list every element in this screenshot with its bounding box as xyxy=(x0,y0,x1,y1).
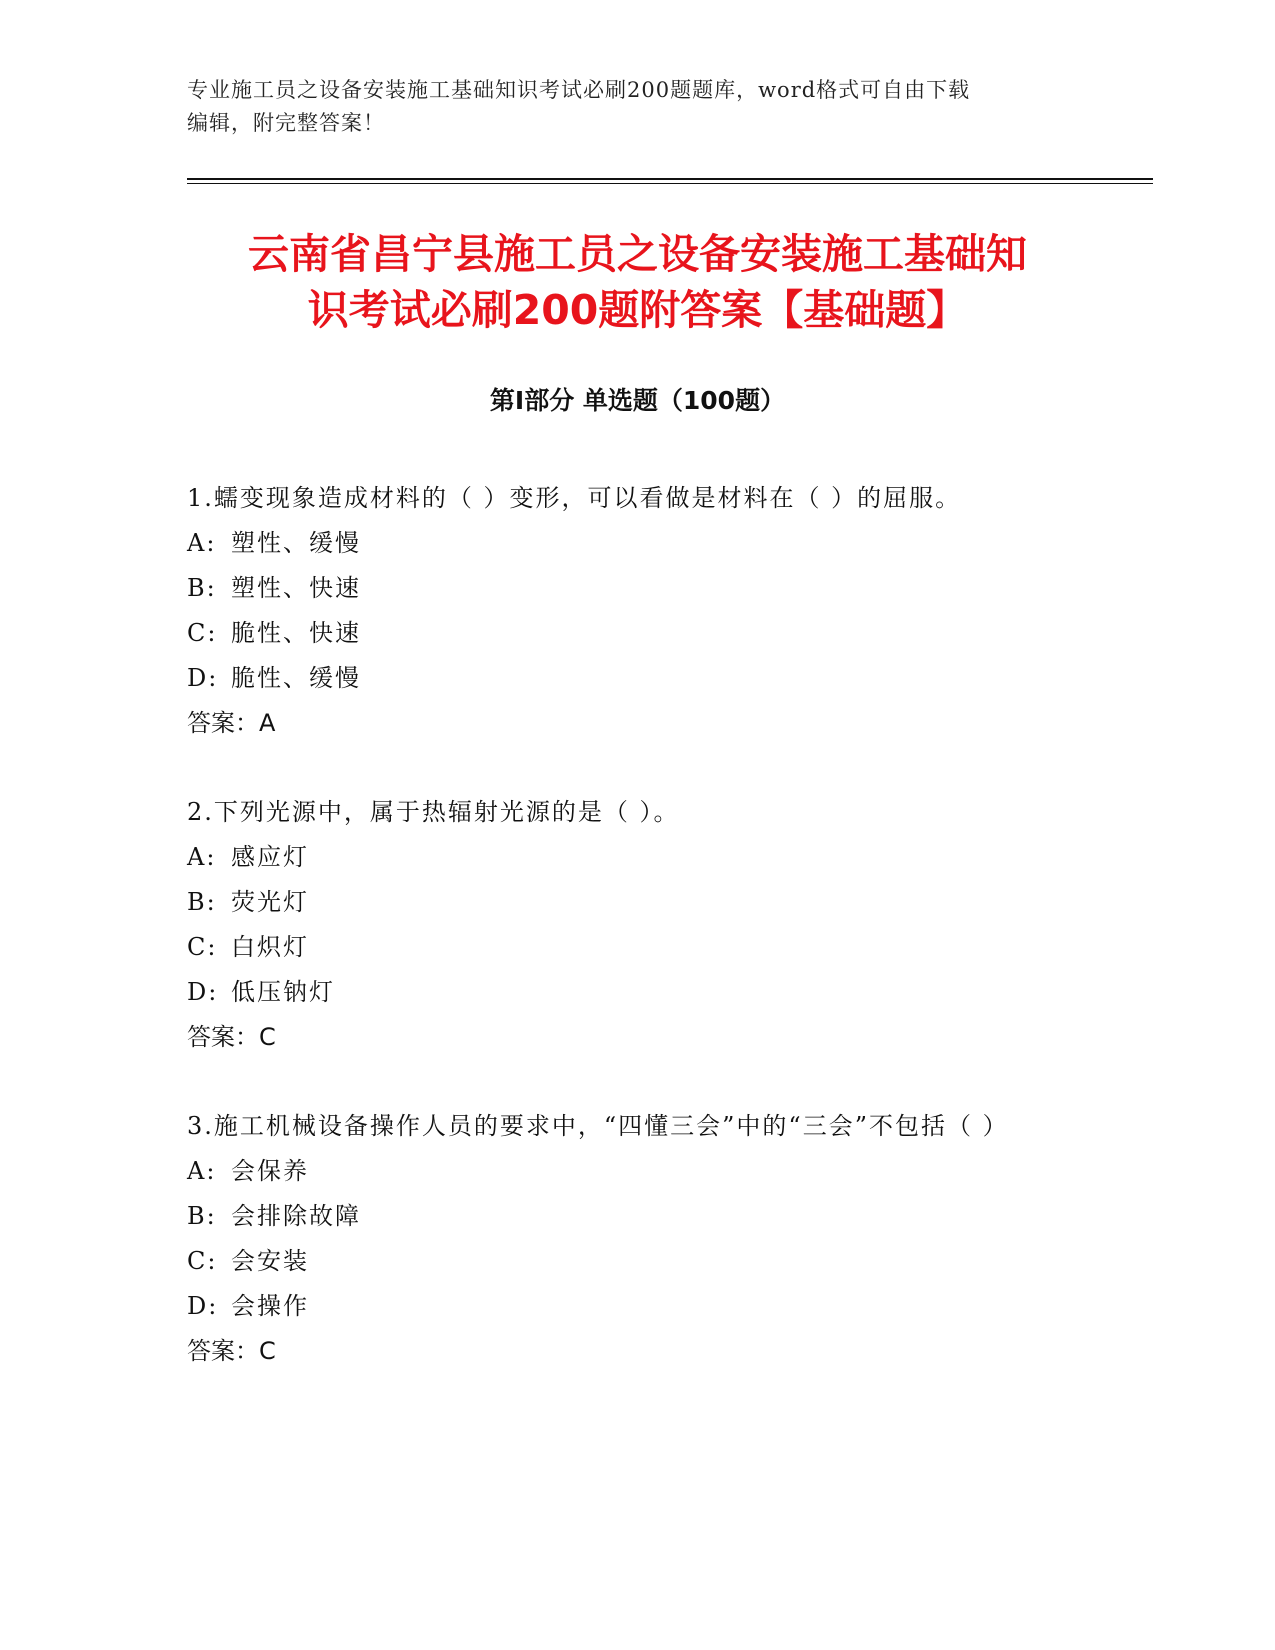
question-option-b xyxy=(187,566,1087,611)
document-title-line2: 识考试必刷200题附答案【基础题】 xyxy=(307,286,968,334)
header-divider-thin xyxy=(187,183,1153,184)
document-title xyxy=(160,226,1115,338)
option-text: 低压钠灯 xyxy=(231,978,335,1006)
option-text: 感应灯 xyxy=(231,843,309,871)
header-divider-thick xyxy=(187,178,1153,180)
question-option-a xyxy=(187,521,1087,566)
question-list xyxy=(187,476,1087,1418)
option-key: C: xyxy=(187,933,218,961)
option-text: 塑性、缓慢 xyxy=(231,529,361,557)
question-option-a xyxy=(187,1149,1087,1194)
option-key: D: xyxy=(187,1292,219,1320)
question-item xyxy=(187,476,1087,746)
option-key: A: xyxy=(187,843,217,871)
option-key: B: xyxy=(187,1202,217,1230)
option-key: A: xyxy=(187,1157,217,1185)
option-key: C: xyxy=(187,619,218,647)
question-item xyxy=(187,790,1087,1060)
question-option-d xyxy=(187,656,1087,701)
option-key: B: xyxy=(187,888,217,916)
option-text: 塑性、快速 xyxy=(231,574,361,602)
header-note xyxy=(187,74,1087,140)
question-answer: 答案：C xyxy=(187,1023,276,1051)
option-text: 会排除故障 xyxy=(231,1202,361,1230)
option-key: D: xyxy=(187,664,219,692)
option-text: 会保养 xyxy=(231,1157,309,1185)
option-text: 白炽灯 xyxy=(231,933,309,961)
option-text: 脆性、快速 xyxy=(231,619,361,647)
option-text: 会安装 xyxy=(231,1247,309,1275)
question-stem: 1.蠕变现象造成材料的（ ）变形，可以看做是材料在（ ）的屈服。 xyxy=(187,484,962,512)
option-text: 会操作 xyxy=(231,1292,309,1320)
option-key: C: xyxy=(187,1247,218,1275)
question-answer: 答案：C xyxy=(187,1337,276,1365)
document-title-line1: 云南省昌宁县施工员之设备安装施工基础知 xyxy=(248,230,1027,278)
question-stem: 3.施工机械设备操作人员的要求中，“四懂三会”中的“三会”不包括（ ） xyxy=(187,1112,1009,1140)
section-title: 第Ⅰ部分 单选题（100题） xyxy=(489,386,786,415)
question-option-c xyxy=(187,611,1087,656)
header-note-line2: 编辑，附完整答案！ xyxy=(187,111,385,135)
question-option-d xyxy=(187,1284,1087,1329)
option-key: A: xyxy=(187,529,217,557)
question-option-b xyxy=(187,1194,1087,1239)
question-stem: 2.下列光源中，属于热辐射光源的是（ ）。 xyxy=(187,798,680,826)
question-option-c xyxy=(187,1239,1087,1284)
question-option-c xyxy=(187,925,1087,970)
header-note-line1: 专业施工员之设备安装施工基础知识考试必刷200题题库，word格式可自由下载 xyxy=(187,78,971,102)
option-key: B: xyxy=(187,574,217,602)
question-option-b xyxy=(187,880,1087,925)
question-option-d xyxy=(187,970,1087,1015)
question-option-a xyxy=(187,835,1087,880)
option-text: 荧光灯 xyxy=(231,888,309,916)
question-answer: 答案：A xyxy=(187,709,276,737)
option-text: 脆性、缓慢 xyxy=(231,664,361,692)
option-key: D: xyxy=(187,978,219,1006)
question-item xyxy=(187,1104,1087,1374)
